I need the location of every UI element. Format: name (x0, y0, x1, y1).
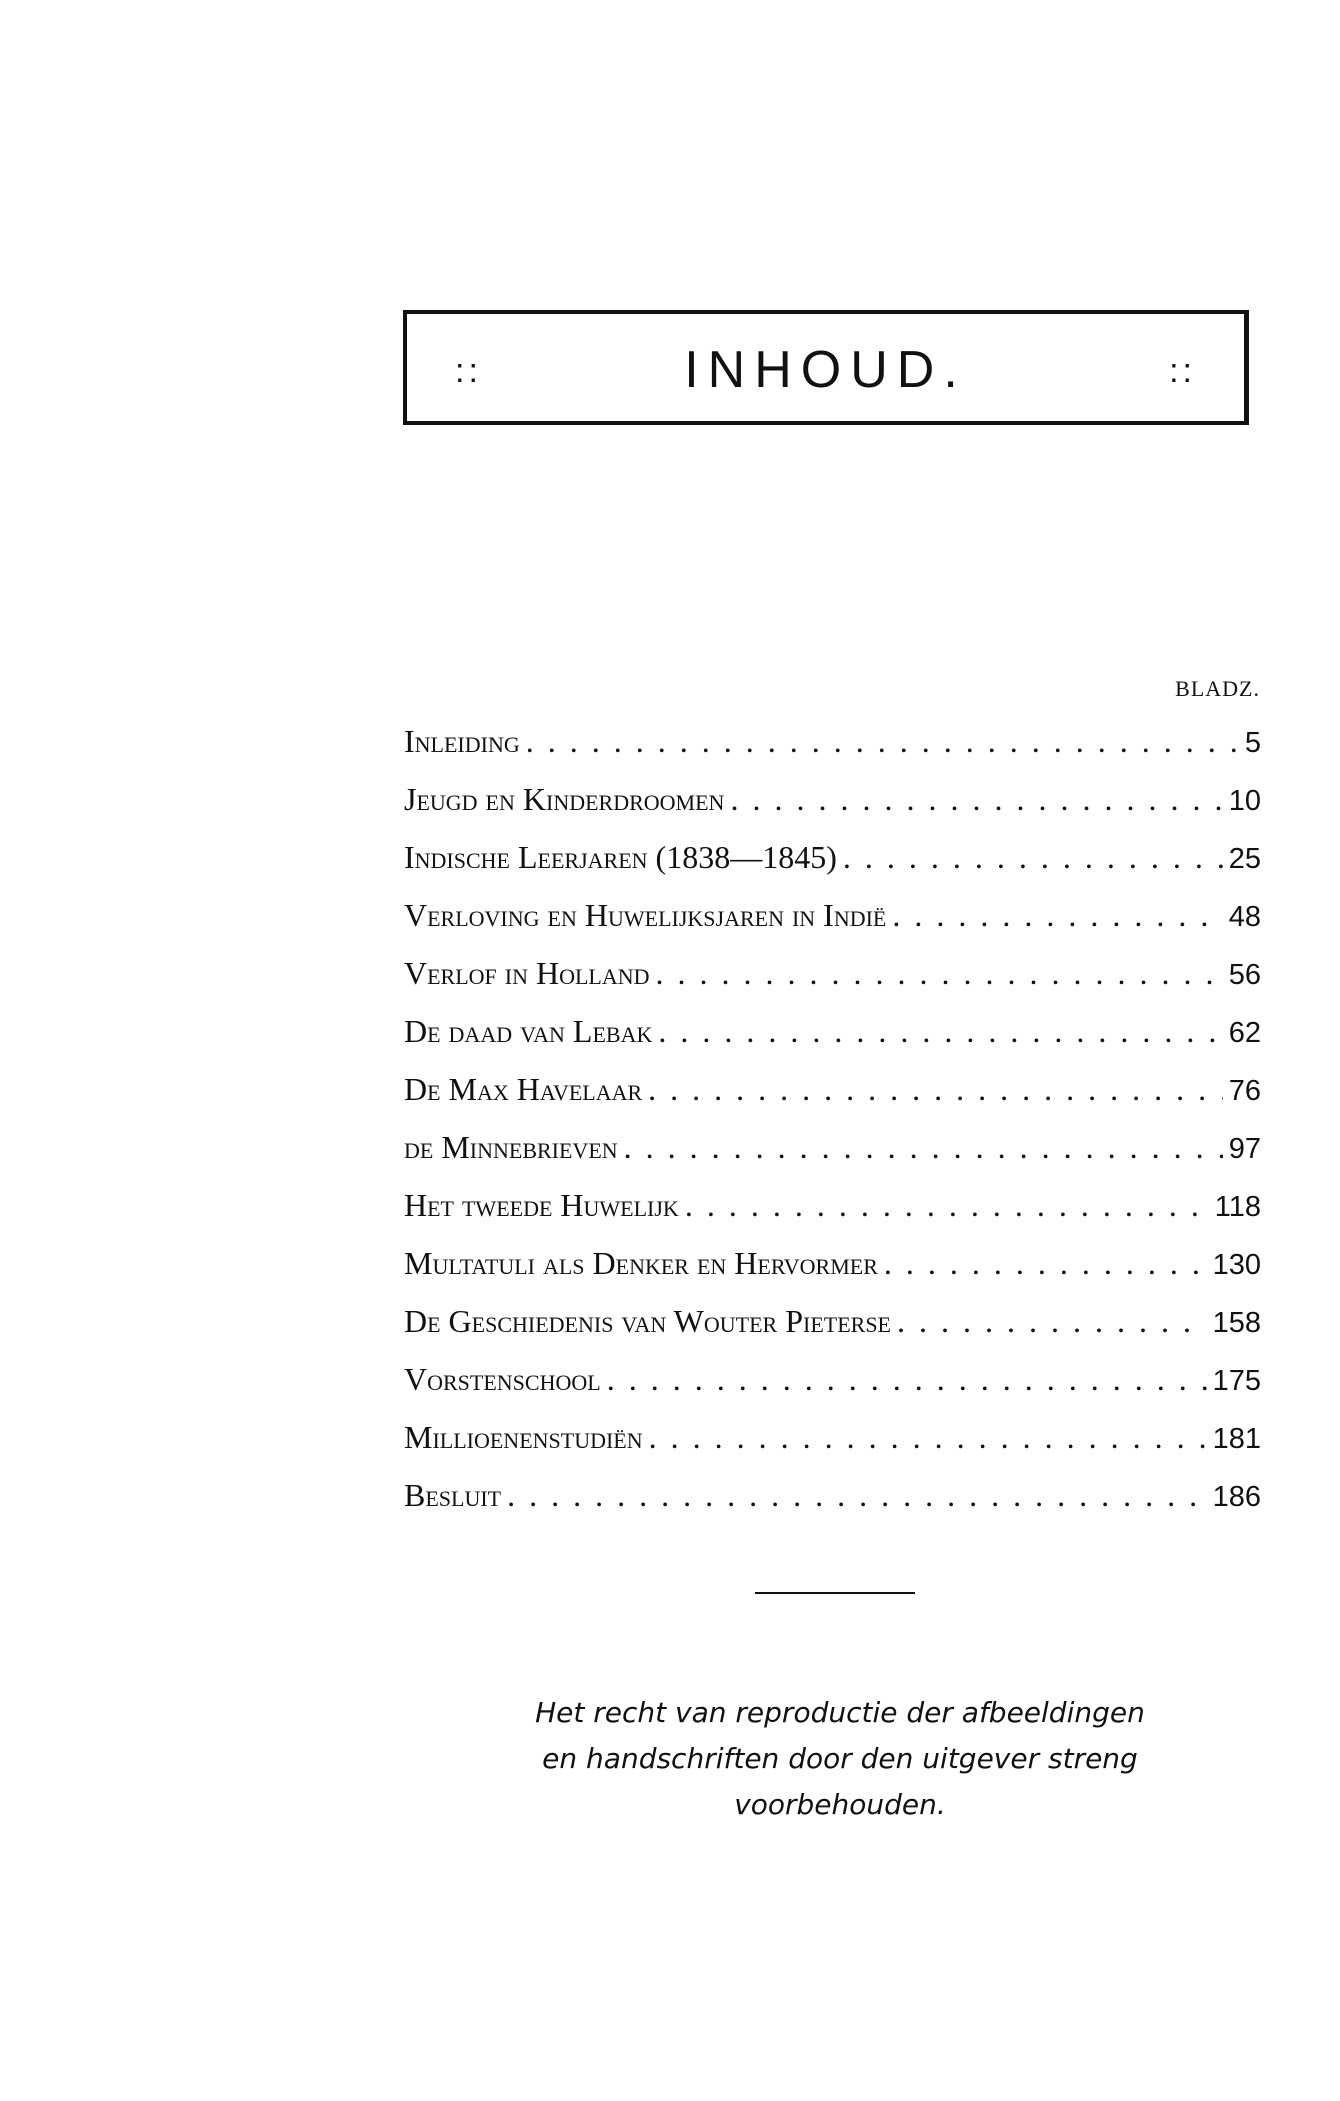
notice-line: Het recht van reproductie der afbeeldingen (535, 1696, 1145, 1729)
toc-entry-title: De Geschiedenis van Wouter Pieterse (404, 1303, 891, 1339)
toc-entry-page: 130 (1212, 1249, 1261, 1281)
toc-entry-title: Inleiding (404, 723, 520, 759)
toc-entry (404, 770, 1261, 828)
toc-entry-title: de Minnebrieven (404, 1129, 618, 1165)
dot-leader (730, 770, 1222, 828)
toc-entry-page: 175 (1212, 1365, 1261, 1397)
toc-entry-title: Besluit (404, 1477, 502, 1513)
toc-entry-page: 25 (1228, 843, 1261, 875)
toc-entry-title: Jeugd en Kinderdroomen (404, 781, 725, 817)
toc-entry-title: Het tweede Huwelijk (404, 1187, 679, 1223)
toc-entry-page: 5 (1244, 727, 1261, 759)
toc-entry-page: 186 (1212, 1481, 1261, 1513)
dot-leader (656, 944, 1223, 1002)
toc-entry (404, 886, 1261, 944)
toc-entry-page: 76 (1228, 1075, 1261, 1107)
toc-entry-title: Multatuli als Denker en Hervormer (404, 1245, 878, 1281)
dot-leader (624, 1118, 1223, 1176)
dot-leader (685, 1176, 1209, 1234)
title-box (403, 310, 1249, 425)
toc-entry-title: Verlof in Holland (404, 955, 650, 991)
dot-leader (897, 1292, 1207, 1350)
page-title: INHOUD. (684, 341, 967, 399)
toc-entry (404, 1292, 1261, 1350)
toc-entry-title: Vorstenschool (404, 1361, 601, 1397)
dot-leader (892, 886, 1222, 944)
toc-entry (404, 1176, 1261, 1234)
notice-line: en handschriften door den uitgever streng (542, 1742, 1138, 1775)
toc-entry (404, 1408, 1261, 1466)
toc-entry-page: 118 (1214, 1191, 1261, 1223)
toc-entry (404, 1002, 1261, 1060)
divider (755, 1592, 915, 1594)
toc-entry (404, 1118, 1261, 1176)
toc-entry-page: 56 (1228, 959, 1261, 991)
toc-entry-title: Indische Leerjaren (1838—1845) (404, 839, 837, 875)
toc-entry-title: De Max Havelaar (404, 1071, 643, 1107)
toc-entry-page: 181 (1212, 1423, 1261, 1455)
toc-entry (404, 1350, 1261, 1408)
dot-leader (648, 1060, 1223, 1118)
toc-entry-page: 158 (1212, 1307, 1261, 1339)
dot-leader (658, 1002, 1222, 1060)
title-ornament-left: :: (455, 352, 482, 390)
toc-entry-title: De daad van Lebak (404, 1013, 653, 1049)
dot-leader (607, 1350, 1207, 1408)
toc-entry (404, 828, 1261, 886)
page-column-label: BLADZ. (1175, 676, 1260, 701)
toc-entry-title: Millioenenstudiën (404, 1419, 643, 1455)
title-ornament-right: :: (1169, 352, 1196, 390)
notice-line: voorbehouden. (734, 1788, 946, 1821)
copyright-notice (470, 1690, 1210, 1828)
toc-entry (404, 1234, 1261, 1292)
toc-entry (404, 944, 1261, 1002)
toc-entry-page: 10 (1228, 785, 1261, 817)
toc-entry (404, 1466, 1261, 1524)
toc-entry (404, 1060, 1261, 1118)
dot-leader (526, 712, 1239, 770)
table-of-contents (404, 712, 1261, 1524)
toc-entry-page: 62 (1228, 1017, 1261, 1049)
toc-entry-page: 48 (1228, 901, 1261, 933)
toc-entry-title: Verloving en Huwelijksjaren in Indië (404, 897, 887, 933)
dot-leader (843, 828, 1223, 886)
dot-leader (884, 1234, 1207, 1292)
toc-entry-page: 97 (1228, 1133, 1261, 1165)
dot-leader (507, 1466, 1207, 1524)
toc-entry (404, 712, 1261, 770)
dot-leader (649, 1408, 1207, 1466)
